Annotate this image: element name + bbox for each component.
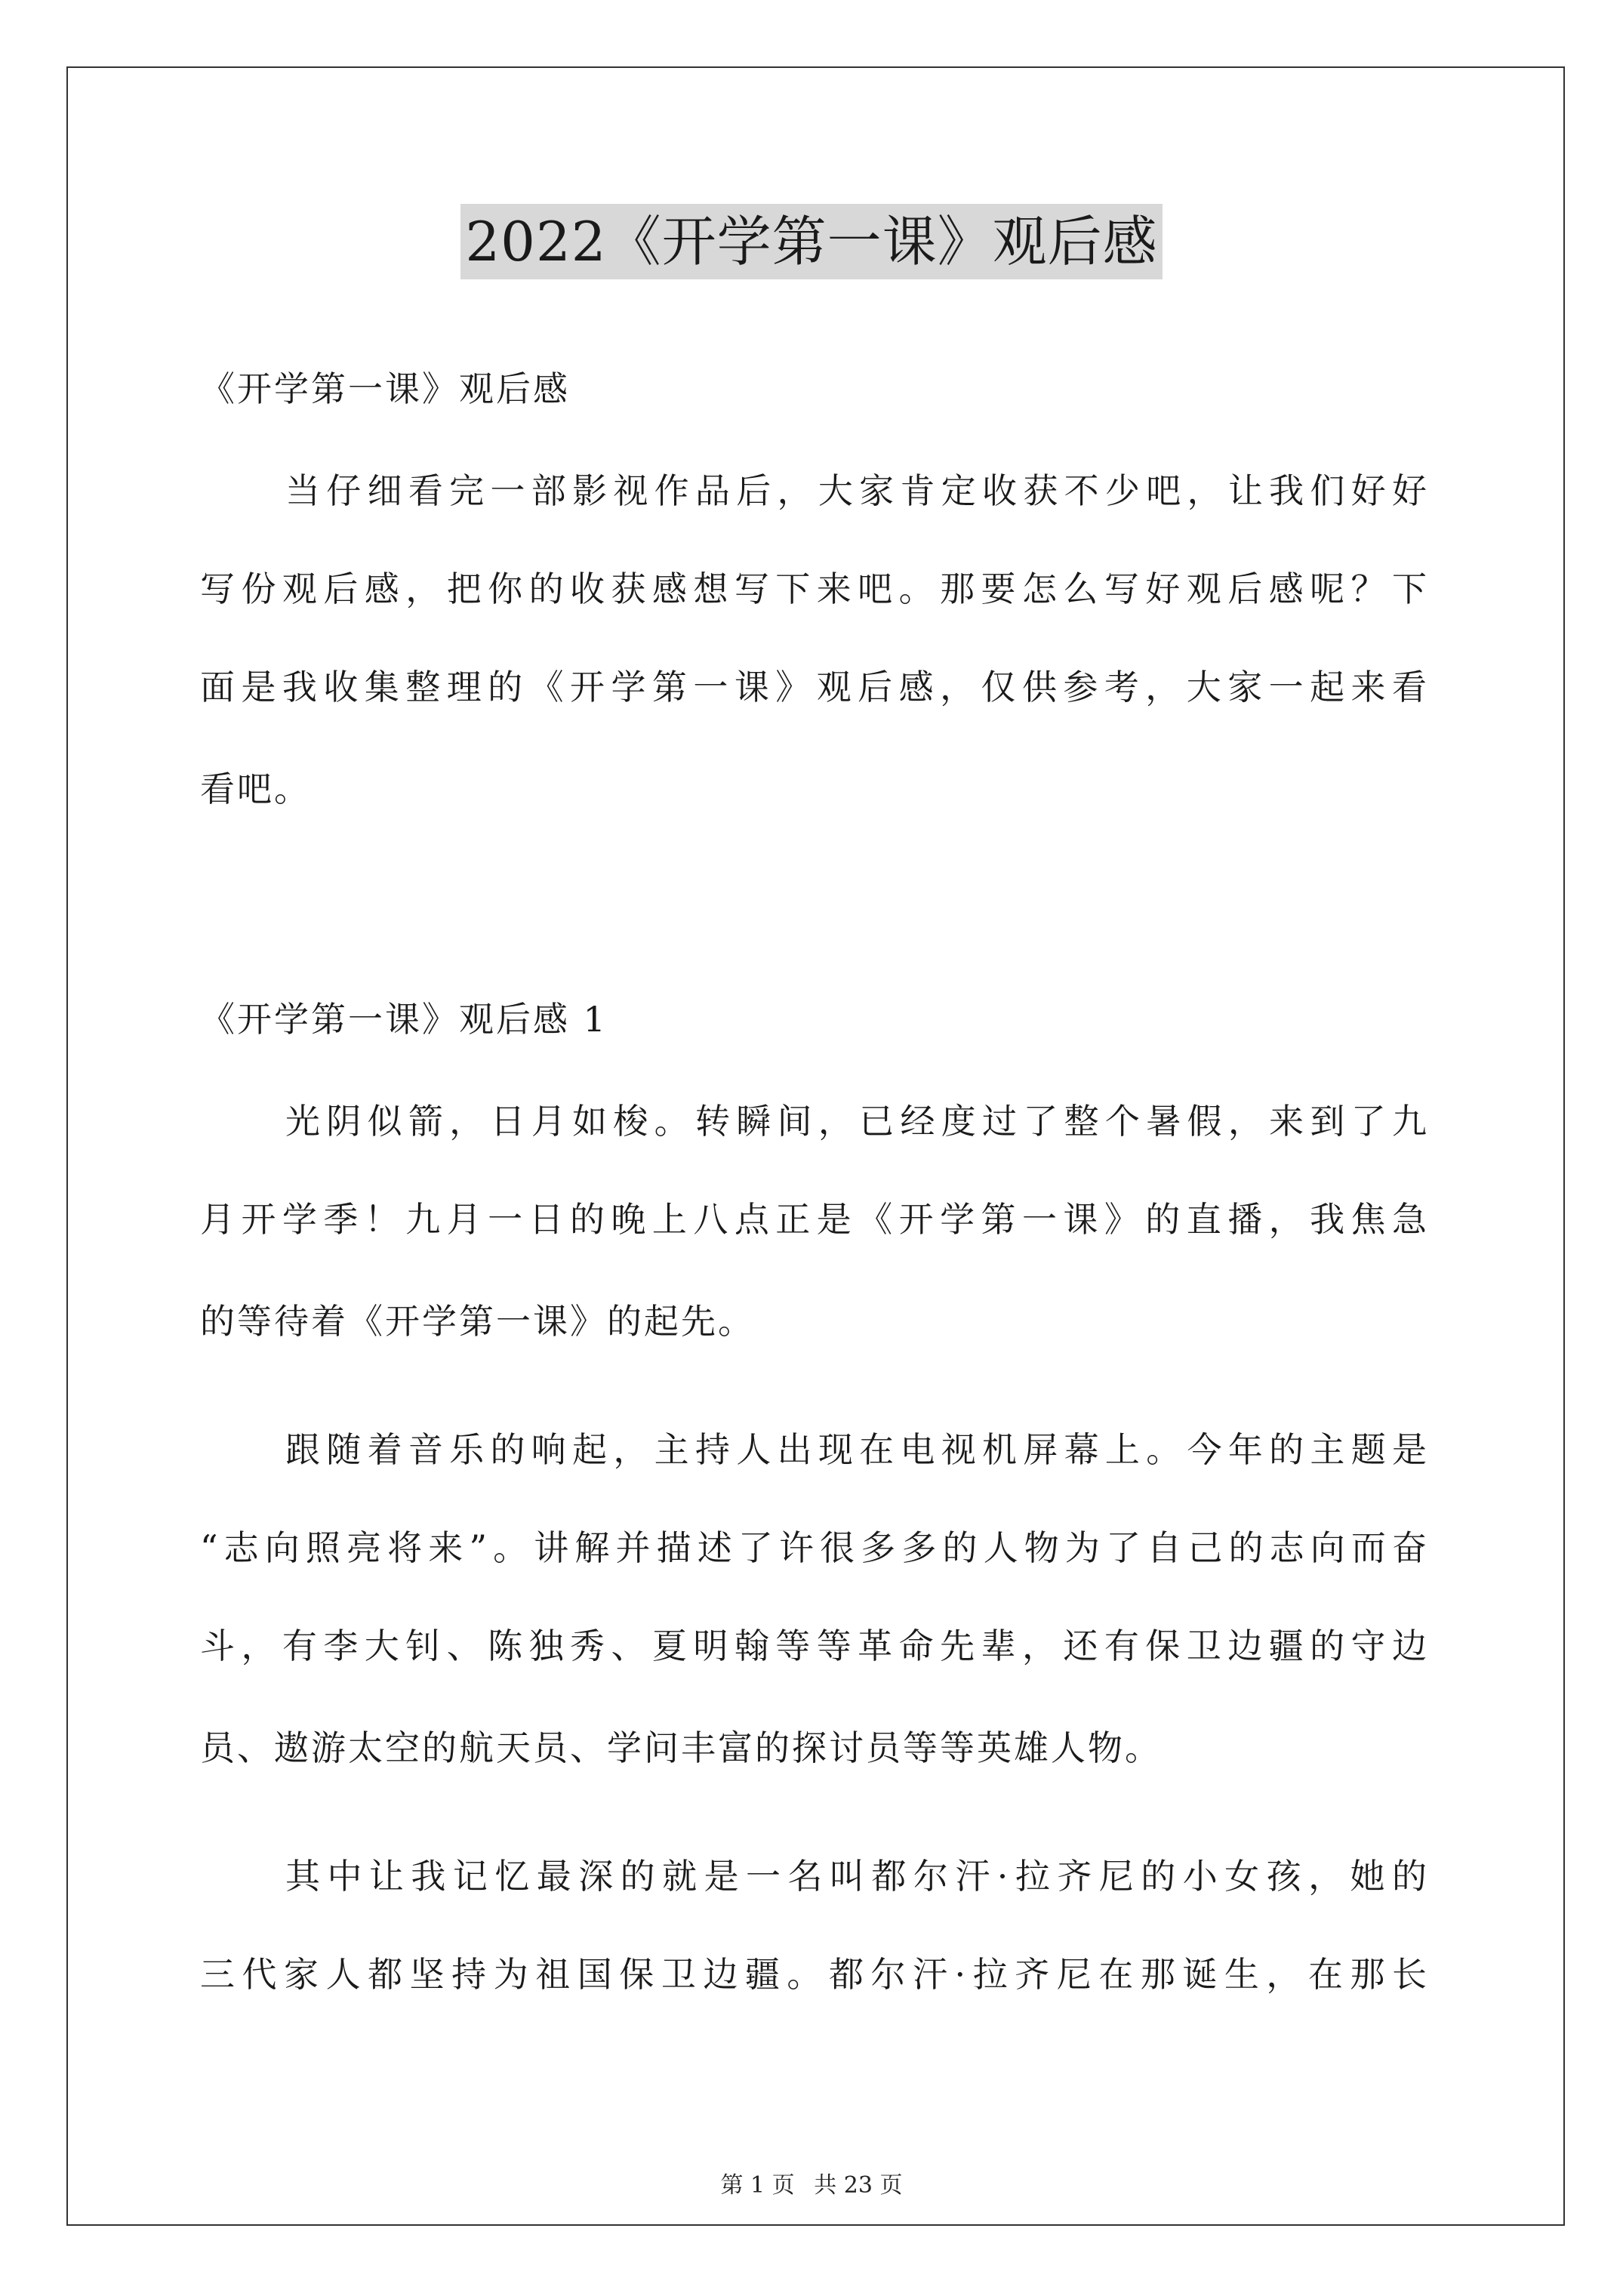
text-line: 月开学季！九月一日的晚上八点正是《开学第一课》的直播，我焦急 [200, 1199, 1427, 1240]
text-line: 光阴似箭，日月如梭。转瞬间，已经度过了整个暑假，来到了九 [285, 1101, 1427, 1142]
text-line: 看吧。 [200, 769, 311, 809]
text-line: 斗，有李大钊、陈独秀、夏明翰等等革命先辈，还有保卫边疆的守边 [200, 1626, 1427, 1666]
text-line: 三代家人都坚持为祖国保卫边疆。都尔汗·拉齐尼在那诞生，在那长 [200, 1954, 1427, 1995]
text-line: 的等待着《开学第一课》的起先。 [200, 1301, 755, 1342]
text-line: 其中让我记忆最深的就是一名叫都尔汗·拉齐尼的小女孩，她的 [285, 1856, 1427, 1897]
document-title-text: 2022《开学第一课》观后感 [460, 204, 1162, 279]
document-title [0, 204, 1623, 279]
text-line: 员、遨游太空的航天员、学问丰富的探讨员等等英雄人物。 [200, 1727, 1162, 1768]
text-line: 面是我收集整理的《开学第一课》观后感，仅供参考，大家一起来看 [200, 667, 1427, 707]
section-heading: 《开学第一课》观后感 1 [200, 999, 608, 1040]
page-footer [0, 2167, 1623, 2205]
text-line: 写份观后感，把你的收获感想写下来吧。那要怎么写好观后感呢？下 [200, 569, 1427, 609]
page-total: 共 23 页 [814, 2172, 903, 2199]
text-line: 跟随着音乐的响起，主持人出现在电视机屏幕上。今年的主题是 [285, 1429, 1427, 1470]
text-line: “志向照亮将来”。讲解并描述了许很多多的人物为了自己的志向而奋 [200, 1527, 1427, 1568]
section-heading: 《开学第一课》观后感 [200, 368, 570, 409]
text-line: 当仔细看完一部影视作品后，大家肯定收获不少吧，让我们好好 [285, 470, 1427, 511]
page-number: 第 1 页 [720, 2172, 795, 2199]
